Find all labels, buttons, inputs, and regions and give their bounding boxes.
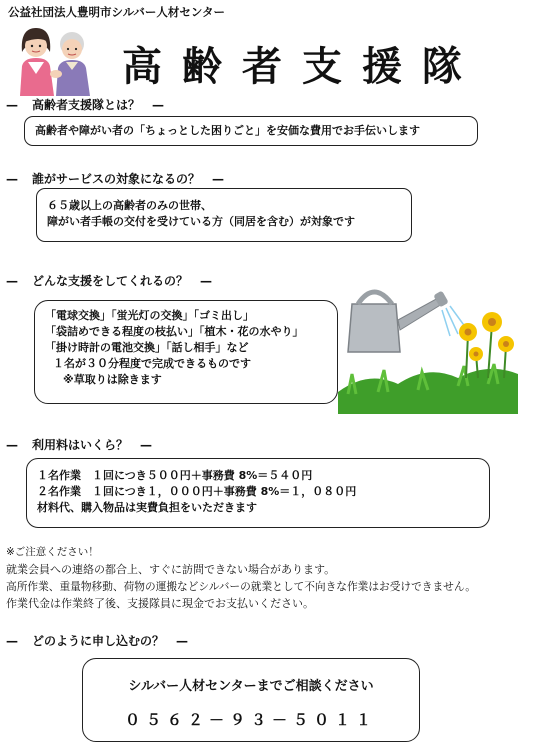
fees-line: ２名作業 １回につき１，０００円＋事務費 8%＝１，０８０円 xyxy=(37,485,357,498)
dash-left: — xyxy=(6,172,18,186)
heading-text: 利用料はいくら？ xyxy=(32,438,129,452)
services-line: 「掛け時計の電池交換」「話し相手」など xyxy=(45,341,249,354)
contact-text: シルバー人材センターまでご相談ください xyxy=(128,679,374,694)
services-line: 「袋詰めできる程度の枝払い」「植木・花の水やり」 xyxy=(45,325,304,338)
heading-text: 高齢者支援隊とは？ xyxy=(32,98,141,112)
watering-can-flowers-icon xyxy=(338,274,518,414)
eligibility-box xyxy=(36,188,412,242)
note-line: 作業代金は作業終了後、支援隊員に現金でお支払いください。 xyxy=(6,597,314,610)
services-box xyxy=(34,300,338,404)
fees-box xyxy=(26,458,490,528)
services-line: １名が３０分程度で完成できるものです xyxy=(53,357,251,370)
heading-text: 誰がサービスの対象になるの？ xyxy=(32,172,201,186)
section-heading-apply xyxy=(6,632,188,649)
notes-title: ※ご注意ください！ xyxy=(6,546,99,558)
dash-right: — xyxy=(212,172,225,186)
eligibility-line: 障がい者手帳の交付を受けている方（同居を含む）が対象です xyxy=(47,215,355,228)
fees-line: １名作業 １回につき５００円＋事務費 8%＝５４０円 xyxy=(37,469,313,482)
note-line: 就業会員への連絡の都合上、すぐに訪問できない場合があります。 xyxy=(6,563,336,576)
section-heading-eligibility xyxy=(6,170,224,187)
page-title: 高齢者支援隊 xyxy=(122,44,482,90)
dash-right: — xyxy=(176,634,189,648)
section-heading-services xyxy=(6,272,212,289)
phone-number[interactable]: ０５６２－９３－５０１１ xyxy=(124,711,377,729)
dash-right: — xyxy=(152,98,165,112)
heading-text: どのように申し込むの？ xyxy=(32,634,165,648)
organization-name: 公益社団法人豊明市シルバー人材センター xyxy=(8,5,225,19)
eligibility-line: ６５歳以上の高齢者のみの世帯、 xyxy=(47,199,212,212)
section-heading-about xyxy=(6,96,164,113)
services-line: ※草取りは除きます xyxy=(63,373,162,386)
about-text: 高齢者や障がい者の「ちょっとした困りごと」を安価な費用でお手伝いします xyxy=(35,124,420,137)
dash-right: — xyxy=(140,438,153,452)
services-line: 「電球交換」「蛍光灯の交換」「ゴミ出し」 xyxy=(45,309,254,322)
dash-left: — xyxy=(6,634,18,648)
note-line: 高所作業、重量物移動、荷物の運搬などシルバーの就業として不向きな作業はお受けできません。 xyxy=(6,580,476,593)
about-box xyxy=(24,116,478,146)
dash-left: — xyxy=(6,274,18,288)
dash-right: — xyxy=(200,274,213,288)
dash-left: — xyxy=(6,438,18,452)
fees-line: 材料代、購入物品は実費負担をいただきます xyxy=(37,501,257,514)
dash-left: — xyxy=(6,98,18,112)
contact-box xyxy=(82,658,420,742)
heading-text: どんな支援をしてくれるの？ xyxy=(32,274,189,288)
elderly-women-icon xyxy=(16,22,94,96)
section-heading-fees xyxy=(6,436,152,453)
